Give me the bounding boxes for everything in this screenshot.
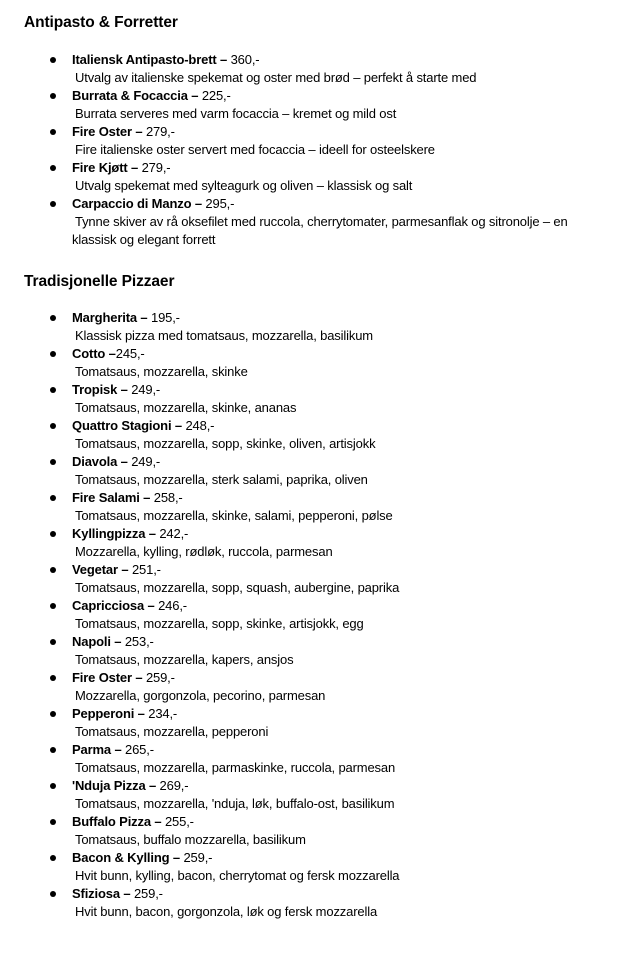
menu-item bbox=[0, 195, 640, 249]
item-description: Tomatsaus, mozzarella, skinke, salami, pepperoni, pølse bbox=[75, 508, 393, 523]
item-price-separator: – bbox=[169, 850, 184, 865]
item-price-separator: – bbox=[131, 124, 146, 139]
item-title-line bbox=[72, 813, 640, 831]
item-name: Buffalo Pizza bbox=[72, 814, 151, 829]
menu-item bbox=[0, 885, 640, 921]
bullet-icon bbox=[50, 93, 56, 99]
item-price: 269,- bbox=[159, 778, 189, 793]
menu-item bbox=[0, 51, 640, 87]
item-price-separator: – bbox=[134, 706, 149, 721]
item-price-separator: – bbox=[145, 526, 160, 541]
item-description: Utvalg av italienske spekemat og oster med brød – perfekt å starte med bbox=[75, 70, 477, 85]
bullet-icon bbox=[50, 315, 56, 321]
menu-item bbox=[0, 813, 640, 849]
item-price-separator: – bbox=[144, 598, 159, 613]
item-description: Tomatsaus, mozzarella, sterk salami, paprika, oliven bbox=[75, 472, 368, 487]
pizza-list bbox=[0, 309, 640, 921]
menu-item bbox=[0, 705, 640, 741]
menu-item bbox=[0, 417, 640, 453]
item-title-line bbox=[72, 87, 640, 105]
item-price: 279,- bbox=[145, 124, 175, 139]
bullet-icon bbox=[50, 57, 56, 63]
item-price-separator: – bbox=[171, 418, 186, 433]
item-price-separator: – bbox=[117, 382, 132, 397]
item-price: 245,- bbox=[115, 346, 145, 361]
item-title-line bbox=[72, 453, 640, 471]
menu-item bbox=[0, 561, 640, 597]
item-description: Tomatsaus, mozzarella, sopp, squash, aubergine, paprika bbox=[75, 580, 400, 595]
antipasto-list bbox=[0, 51, 640, 249]
bullet-icon bbox=[50, 639, 56, 645]
bullet-icon bbox=[50, 783, 56, 789]
item-description: Hvit bunn, kylling, bacon, cherrytomat og fersk mozzarella bbox=[75, 868, 400, 883]
item-price: 249,- bbox=[131, 454, 161, 469]
bullet-icon bbox=[50, 387, 56, 393]
item-price: 265,- bbox=[125, 742, 154, 757]
item-price-separator: – bbox=[145, 778, 160, 793]
item-description: Tomatsaus, mozzarella, kapers, ansjos bbox=[75, 652, 294, 667]
item-price: 195,- bbox=[150, 310, 180, 325]
item-title-line bbox=[72, 381, 640, 399]
item-description: Tomatsaus, mozzarella, pepperoni bbox=[75, 724, 269, 739]
item-title-line bbox=[72, 561, 640, 579]
menu-item bbox=[0, 381, 640, 417]
bullet-icon bbox=[50, 567, 56, 573]
item-price-separator: – bbox=[139, 490, 154, 505]
item-name: Capricciosa bbox=[72, 598, 145, 613]
item-price: 246,- bbox=[158, 598, 187, 613]
item-price-separator: – bbox=[131, 670, 146, 685]
bullet-icon bbox=[50, 531, 56, 537]
item-name: Burrata & Focaccia bbox=[72, 88, 188, 103]
item-title-line bbox=[72, 633, 640, 651]
item-price-separator: – bbox=[117, 562, 132, 577]
item-price-separator: – bbox=[117, 454, 132, 469]
item-name: Bacon & Kylling bbox=[72, 850, 170, 865]
item-name: Sfiziosa bbox=[72, 886, 120, 901]
item-price-separator: – bbox=[110, 634, 125, 649]
item-name: Italiensk Antipasto-brett bbox=[72, 52, 217, 67]
item-description: Mozzarella, kylling, rødløk, ruccola, parmesan bbox=[75, 544, 333, 559]
item-price-separator: – bbox=[105, 346, 116, 361]
item-title-line bbox=[72, 741, 640, 759]
item-price: 259,- bbox=[133, 886, 163, 901]
bullet-icon bbox=[50, 711, 56, 717]
item-description: Tomatsaus, mozzarella, skinke bbox=[75, 364, 248, 379]
item-price: 251,- bbox=[131, 562, 161, 577]
item-name: Fire Oster bbox=[72, 670, 132, 685]
item-title-line bbox=[72, 159, 640, 177]
item-description: Burrata serveres med varm focaccia – kremet og mild ost bbox=[75, 106, 397, 121]
item-name: Napoli bbox=[72, 634, 111, 649]
bullet-icon bbox=[50, 891, 56, 897]
item-name: Tropisk bbox=[72, 382, 118, 397]
item-description: Tomatsaus, buffalo mozzarella, basilikum bbox=[75, 832, 306, 847]
item-description: Tomatsaus, mozzarella, 'nduja, løk, buffalo-ost, basilikum bbox=[75, 796, 395, 811]
item-title-line bbox=[72, 489, 640, 507]
bullet-icon bbox=[50, 201, 56, 207]
menu-item bbox=[0, 123, 640, 159]
item-title-line bbox=[72, 597, 640, 615]
item-title-line bbox=[72, 669, 640, 687]
item-name: Fire Oster bbox=[72, 124, 132, 139]
item-price: 234,- bbox=[148, 706, 178, 721]
item-name: Diavola bbox=[72, 454, 118, 469]
item-description: Tomatsaus, mozzarella, parmaskinke, ruccola, parmesan bbox=[75, 760, 396, 775]
bullet-icon bbox=[50, 603, 56, 609]
item-title-line bbox=[72, 309, 640, 327]
item-price: 258,- bbox=[153, 490, 183, 505]
section-heading-antipasto: Antipasto & Forretter bbox=[24, 14, 178, 31]
item-title-line bbox=[72, 123, 640, 141]
item-price: 253,- bbox=[124, 634, 154, 649]
menu-item bbox=[0, 87, 640, 123]
item-price: 242,- bbox=[159, 526, 189, 541]
menu-item bbox=[0, 849, 640, 885]
bullet-icon bbox=[50, 165, 56, 171]
item-title-line bbox=[72, 525, 640, 543]
menu-item bbox=[0, 489, 640, 525]
item-price: 360,- bbox=[230, 52, 260, 67]
item-price: 259,- bbox=[145, 670, 175, 685]
item-description: Tomatsaus, mozzarella, sopp, skinke, oliven, artisjokk bbox=[75, 436, 376, 451]
item-price: 255,- bbox=[164, 814, 194, 829]
item-name: Cotto bbox=[72, 346, 106, 361]
item-price: 248,- bbox=[185, 418, 215, 433]
item-price-separator: – bbox=[150, 814, 165, 829]
item-description: Mozzarella, gorgonzola, pecorino, parmesan bbox=[75, 688, 326, 703]
item-description: Utvalg spekemat med sylteagurk og oliven – klassisk og salt bbox=[75, 178, 413, 193]
item-description: Klassisk pizza med tomatsaus, mozzarella, basilikum bbox=[75, 328, 373, 343]
item-price: 225,- bbox=[201, 88, 231, 103]
menu-item bbox=[0, 159, 640, 195]
item-name: Carpaccio di Manzo bbox=[72, 196, 192, 211]
item-price-separator: – bbox=[216, 52, 231, 67]
bullet-icon bbox=[50, 675, 56, 681]
item-name: 'Nduja Pizza bbox=[72, 778, 146, 793]
bullet-icon bbox=[50, 495, 56, 501]
item-price-separator: – bbox=[191, 196, 206, 211]
bullet-icon bbox=[50, 855, 56, 861]
item-title-line bbox=[72, 705, 640, 723]
item-price-separator: – bbox=[111, 742, 126, 757]
menu-item bbox=[0, 345, 640, 381]
item-price-separator: – bbox=[136, 310, 151, 325]
item-price: 259,- bbox=[183, 850, 213, 865]
item-price-separator: – bbox=[187, 88, 202, 103]
menu-item bbox=[0, 525, 640, 561]
item-price: 295,- bbox=[205, 196, 235, 211]
item-name: Fire Salami bbox=[72, 490, 140, 505]
menu-item bbox=[0, 669, 640, 705]
bullet-icon bbox=[50, 423, 56, 429]
item-name: Pepperoni bbox=[72, 706, 135, 721]
item-price: 249,- bbox=[131, 382, 161, 397]
menu-item bbox=[0, 741, 640, 777]
menu-item bbox=[0, 309, 640, 345]
menu-item bbox=[0, 453, 640, 489]
item-title-line bbox=[72, 51, 640, 69]
item-title-line bbox=[72, 849, 640, 867]
bullet-icon bbox=[50, 747, 56, 753]
item-name: Quattro Stagioni bbox=[72, 418, 172, 433]
bullet-icon bbox=[50, 819, 56, 825]
item-title-line bbox=[72, 885, 640, 903]
item-name: Kyllingpizza bbox=[72, 526, 146, 541]
item-price: 279,- bbox=[141, 160, 171, 175]
item-description: Tomatsaus, mozzarella, skinke, ananas bbox=[75, 400, 297, 415]
item-description: Tynne skiver av rå oksefilet med ruccola, cherrytomater, parmesanflak og sitronolje – en klassisk og elegant forrett bbox=[72, 214, 568, 247]
item-name: Vegetar bbox=[72, 562, 118, 577]
item-description: Tomatsaus, mozzarella, sopp, skinke, artisjokk, egg bbox=[75, 616, 364, 631]
section-heading-pizzas: Tradisjonelle Pizzaer bbox=[24, 273, 175, 290]
item-description: Fire italienske oster servert med focaccia – ideell for osteelskere bbox=[75, 142, 435, 157]
bullet-icon bbox=[50, 129, 56, 135]
menu-item bbox=[0, 597, 640, 633]
menu-item bbox=[0, 633, 640, 669]
bullet-icon bbox=[50, 351, 56, 357]
menu-item bbox=[0, 777, 640, 813]
bullet-icon bbox=[50, 459, 56, 465]
item-name: Parma bbox=[72, 742, 111, 757]
item-title-line bbox=[72, 777, 640, 795]
item-price-separator: – bbox=[119, 886, 134, 901]
item-title-line bbox=[72, 345, 640, 363]
item-name: Margherita bbox=[72, 310, 137, 325]
item-price-separator: – bbox=[127, 160, 142, 175]
item-description: Hvit bunn, bacon, gorgonzola, løk og fersk mozzarella bbox=[75, 904, 378, 919]
item-name: Fire Kjøtt bbox=[72, 160, 128, 175]
item-title-line bbox=[72, 417, 640, 435]
item-title-line bbox=[72, 195, 640, 213]
